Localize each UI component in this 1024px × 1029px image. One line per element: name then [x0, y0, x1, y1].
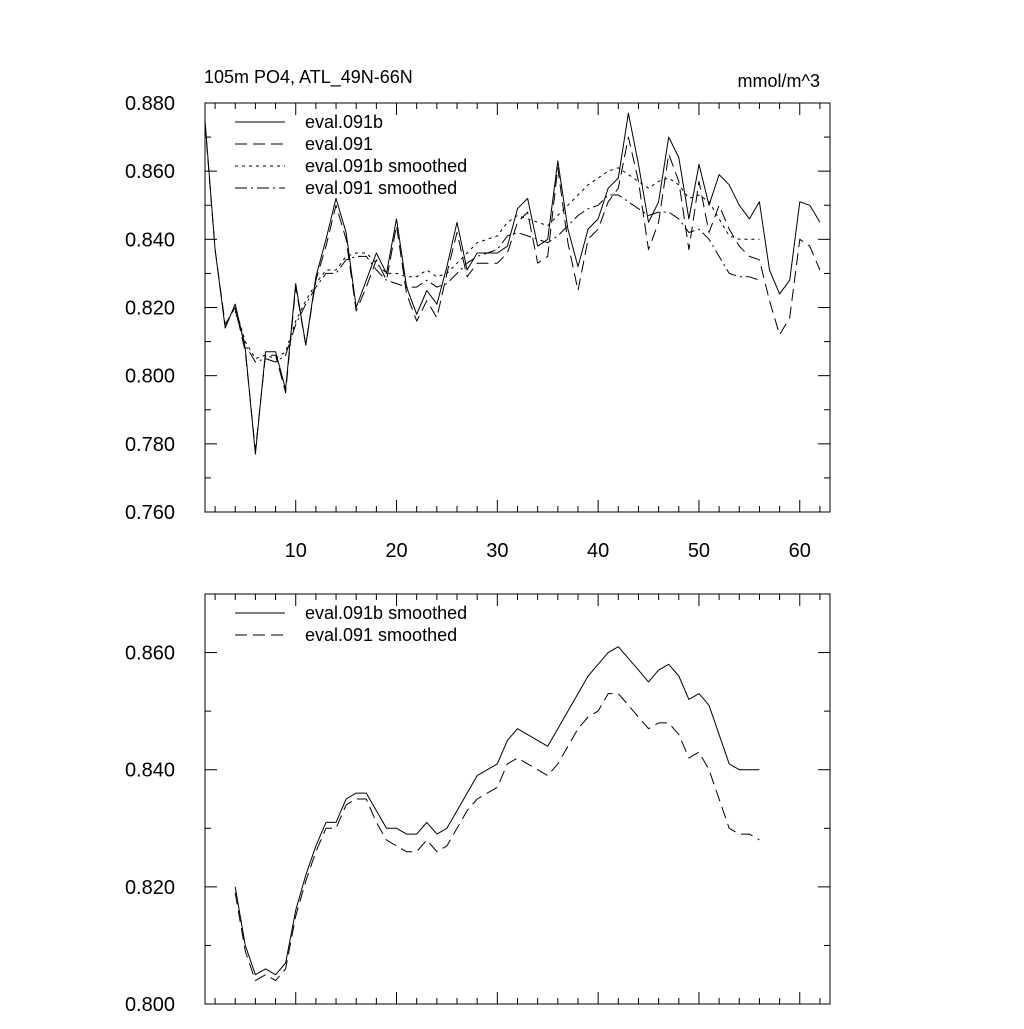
y-tick-label: 0.820: [124, 297, 175, 320]
legend-label: eval.091b smoothed: [305, 603, 468, 623]
y-tick-label: 0.820: [124, 876, 175, 899]
x-tick-label: 50: [687, 540, 711, 562]
x-tick-label: 60: [788, 540, 811, 562]
y-tick-label: 0.880: [124, 93, 175, 115]
y-tick-label: 0.840: [124, 229, 175, 252]
series-line-eval-091: [205, 124, 820, 451]
y-tick-label: 0.800: [124, 365, 175, 388]
plot-frame: [205, 594, 830, 1004]
legend-label: eval.091 smoothed: [305, 625, 458, 645]
legend-label: eval.091 smoothed: [305, 178, 458, 198]
series-line-eval-091b: [205, 113, 820, 454]
x-tick-label: 30: [486, 540, 509, 562]
series-line-eval-091b-smoothed: [235, 647, 759, 975]
y-tick-label: 0.780: [124, 433, 175, 456]
legend-label: eval.091b: [305, 112, 384, 132]
y-tick-label: 0.840: [124, 759, 175, 782]
x-tick-label: 20: [385, 540, 408, 562]
chart-title: 105m PO4, ATL_49N-66N: [204, 67, 413, 87]
legend-label: eval.091b smoothed: [305, 156, 468, 176]
x-tick-label: 40: [587, 540, 610, 562]
units-label: mmol/m^3: [737, 71, 820, 91]
plot-frame: [205, 103, 830, 512]
top-panel: [125, 67, 830, 562]
series-line-eval-091-smoothed: [235, 694, 759, 981]
bottom-panel: [125, 594, 830, 1016]
y-tick-label: 0.860: [124, 161, 175, 184]
y-tick-label: 0.800: [124, 994, 175, 1016]
series-line-eval-091-smoothed: [235, 195, 759, 362]
y-tick-label: 0.760: [124, 502, 175, 524]
x-tick-label: 10: [284, 540, 307, 562]
legend-label: eval.091: [305, 134, 374, 154]
y-tick-label: 0.860: [124, 642, 175, 665]
